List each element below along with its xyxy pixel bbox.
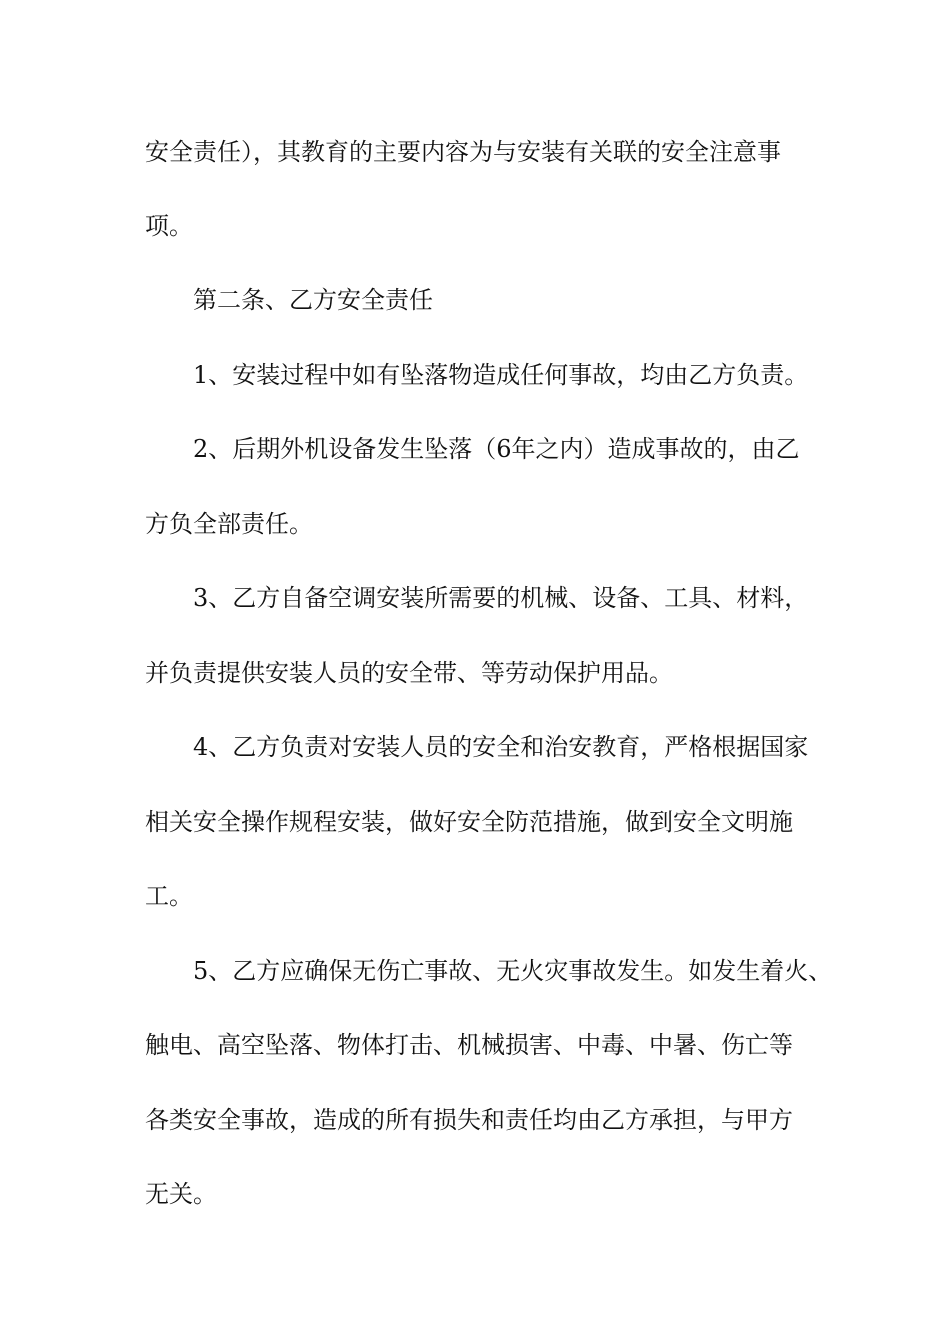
text-line: 相关安全操作规程安装，做好安全防范措施，做到安全文明施 (145, 808, 793, 836)
text-line: 方负全部责任。 (145, 510, 313, 538)
text-line: 3、乙方自备空调安装所需要的机械、设备、工具、材料， (193, 584, 809, 612)
text-line: 2、后期外机设备发生坠落（6年之内）造成事故的，由乙 (193, 435, 800, 463)
text-line: 项。 (145, 212, 193, 240)
text-line: 安全责任），其教育的主要内容为与安装有关联的安全注意事 (145, 138, 781, 166)
text-line: 各类安全事故，造成的所有损失和责任均由乙方承担，与甲方 (145, 1106, 793, 1134)
text-line: 1、安装过程中如有坠落物造成任何事故，均由乙方负责。 (193, 361, 809, 389)
text-line: 触电、高空坠落、物体打击、机械损害、中毒、中暑、伤亡等 (145, 1031, 793, 1059)
text-line: 并负责提供安装人员的安全带、等劳动保护用品。 (145, 659, 673, 687)
text-line: 5、乙方应确保无伤亡事故、无火灾事故发生。如发生着火、 (193, 957, 833, 985)
section-heading: 第二条、乙方安全责任 (193, 286, 433, 314)
text-line: 工。 (145, 882, 193, 910)
text-line: 4、乙方负责对安装人员的安全和治安教育，严格根据国家 (193, 733, 809, 761)
text-line: 无关。 (145, 1180, 217, 1208)
